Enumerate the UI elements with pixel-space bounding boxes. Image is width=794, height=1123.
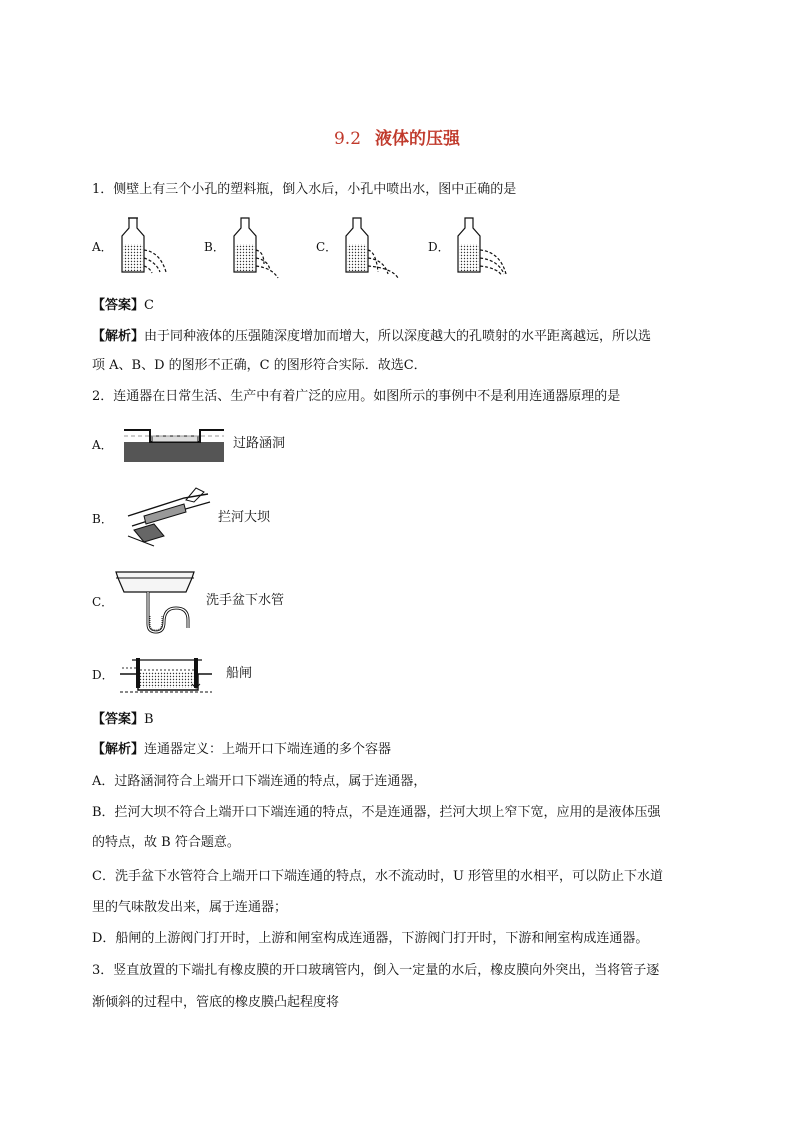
q2-analysis-label: 【解析】 [92,742,145,757]
q2-answer-label: 【答案】 [92,712,145,727]
q1-option-d-label: D． [428,240,450,254]
q1-analysis-line2: 项 A、B、D 的图形不正确，C 的图形符合实际．故选C． [92,358,427,373]
q2-analysis-line4: C．洗手盆下水管符合上端开口下端连通的特点，水不流动时，U 形管里的水相平，可以防止下水道 [92,869,664,884]
q2-analysis-line3: 的特点，故 B 符合题意。 [92,835,240,850]
section-number: 9.2 [333,129,362,149]
q1-analysis-label: 【解析】 [92,329,145,344]
bottle-figure-a [112,212,192,282]
q2-analysis-line6: D．船闸的上游阀门打开时，上游和闸室构成连通器，下游阀门打开时，下游和闸室构成连通器。 [92,931,649,946]
q2-option-d-label: D． [92,668,114,682]
q1-option-c-label: C． [316,240,338,254]
q1-option-a-label: A． [92,240,113,254]
q2-analysis-definition: 连通器定义：上端开口下端连通的多个容器 [144,742,392,757]
ship-lock-figure [118,648,214,694]
q3-line1: 3．竖直放置的下端扎有橡皮膜的开口玻璃管内，倒入一定量的水后，橡皮膜向外突出，当将管子逐 [92,963,660,978]
q3-line2: 渐倾斜的过程中，管底的橡皮膜凸起程度将 [92,995,340,1010]
q2-answer [92,710,704,730]
q2-option-b-label: B． [92,512,113,526]
q1-analysis-line1 [92,327,704,347]
q2-option-a-caption: 过路涵洞 [233,436,286,451]
basin-figure [114,568,204,636]
q2-answer-value: B [144,712,154,727]
bottle-figure-c [336,212,416,282]
bottle-figure-d [448,212,528,282]
dam-figure [124,486,214,548]
q2-option-c-caption: 洗手盆下水管 [206,593,285,608]
q2-analysis-line5: 里的气味散发出来，属于连通器； [92,900,288,915]
q2-option-d-caption: 船闸 [226,666,253,681]
bottle-figure-b [224,212,304,282]
q1-answer-label: 【答案】 [92,298,145,313]
q1-answer-value: C [144,298,154,313]
q1-analysis-text1: 由于同种液体的压强随深度增加而增大，所以深度越大的孔喷射的水平距离越远，所以选 [144,329,652,344]
q1-answer [92,296,704,316]
q2-analysis-line2: B．拦河大坝不符合上端开口下端连通的特点，不是连通器，拦河大坝上窄下宽，应用的是液体压强 [92,805,661,820]
q2-option-c-label: C． [92,595,114,609]
section-title: 液体的压强 [375,129,461,149]
q1-option-b-label: B． [204,240,225,254]
q2-option-b-caption: 拦河大坝 [218,510,271,525]
page-title [0,124,794,149]
q2-option-a-label: A． [92,438,113,452]
q1-stem: 1．侧壁上有三个小孔的塑料瓶，倒入水后，小孔中喷出水，图中正确的是 [92,182,517,197]
culvert-figure [122,422,226,464]
q2-analysis-line1: A．过路涵洞符合上端开口下端连通的特点，属于连通器， [92,774,427,789]
q2-stem: 2．连通器在日常生活、生产中有着广泛的应用。如图所示的事例中不是利用连通器原理的是 [92,389,621,404]
q2-analysis-head [92,740,704,760]
